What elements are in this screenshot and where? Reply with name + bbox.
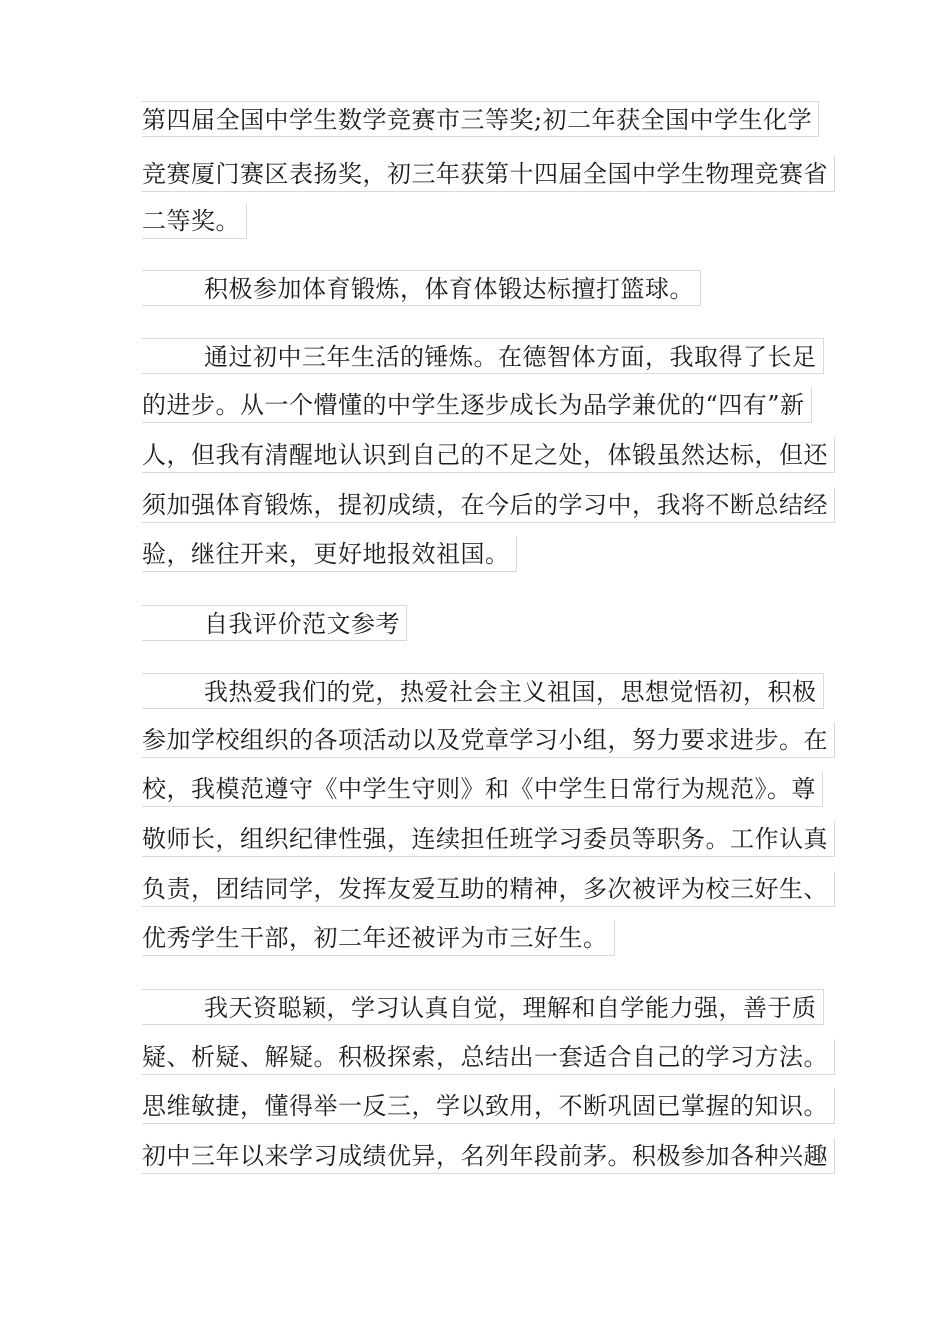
paragraph-6-line-1: 我天资聪颖，学习认真自觉，理解和自学能力强，善于质 — [142, 989, 824, 1025]
paragraph-2-line-1: 积极参加体育锻炼，体育体锻达标擅打篮球。 — [142, 270, 701, 306]
paragraph-1-line-1: 第四届全国中学生数学竞赛市三等奖;初二年获全国中学生化学 — [142, 101, 819, 137]
paragraph-1-line-2: 竞赛厦门赛区表扬奖，初三年获第十四届全国中学生物理竞赛省 — [142, 156, 835, 192]
paragraph-5-line-4: 敬师长，组织纪律性强，连续担任班学习委员等职务。工作认真 — [142, 821, 835, 857]
paragraph-3-line-4: 须加强体育锻炼，提初成绩，在今后的学习中，我将不断总结经 — [142, 487, 835, 523]
paragraph-3-line-2: 的进步。从一个懵懂的中学生逐步成长为品学兼优的“四有”新 — [142, 387, 812, 423]
section-heading: 自我评价范文参考 — [142, 605, 407, 641]
paragraph-3-line-1: 通过初中三年生活的锤炼。在德智体方面，我取得了长足 — [142, 338, 824, 374]
paragraph-1-line-3: 二等奖。 — [142, 203, 247, 239]
paragraph-5-line-6: 优秀学生干部，初二年还被评为市三好生。 — [142, 920, 615, 956]
paragraph-6-line-2: 疑、析疑、解疑。积极探索，总结出一套适合自己的学习方法。 — [142, 1039, 835, 1075]
paragraph-3-line-3: 人，但我有清醒地认识到自己的不足之处，体锻虽然达标，但还 — [142, 437, 835, 473]
paragraph-5-line-5: 负责，团结同学，发挥友爱互助的精神，多次被评为校三好生、 — [142, 871, 835, 907]
paragraph-3-line-5: 验，继往开来，更好地报效祖国。 — [142, 536, 517, 572]
paragraph-5-line-1: 我热爱我们的党，热爱社会主义祖国，思想觉悟初，积极 — [142, 673, 824, 709]
paragraph-5-line-2: 参加学校组织的各项活动以及党章学习小组，努力要求进步。在 — [142, 722, 835, 758]
paragraph-6-line-4: 初中三年以来学习成绩优异，名列年段前茅。积极参加各种兴趣 — [142, 1138, 835, 1174]
paragraph-5-line-3: 校，我模范遵守《中学生守则》和《中学生日常行为规范》。尊 — [142, 771, 823, 807]
paragraph-6-line-3: 思维敏捷，懂得举一反三，学以致用，不断巩固已掌握的知识。 — [142, 1088, 835, 1124]
